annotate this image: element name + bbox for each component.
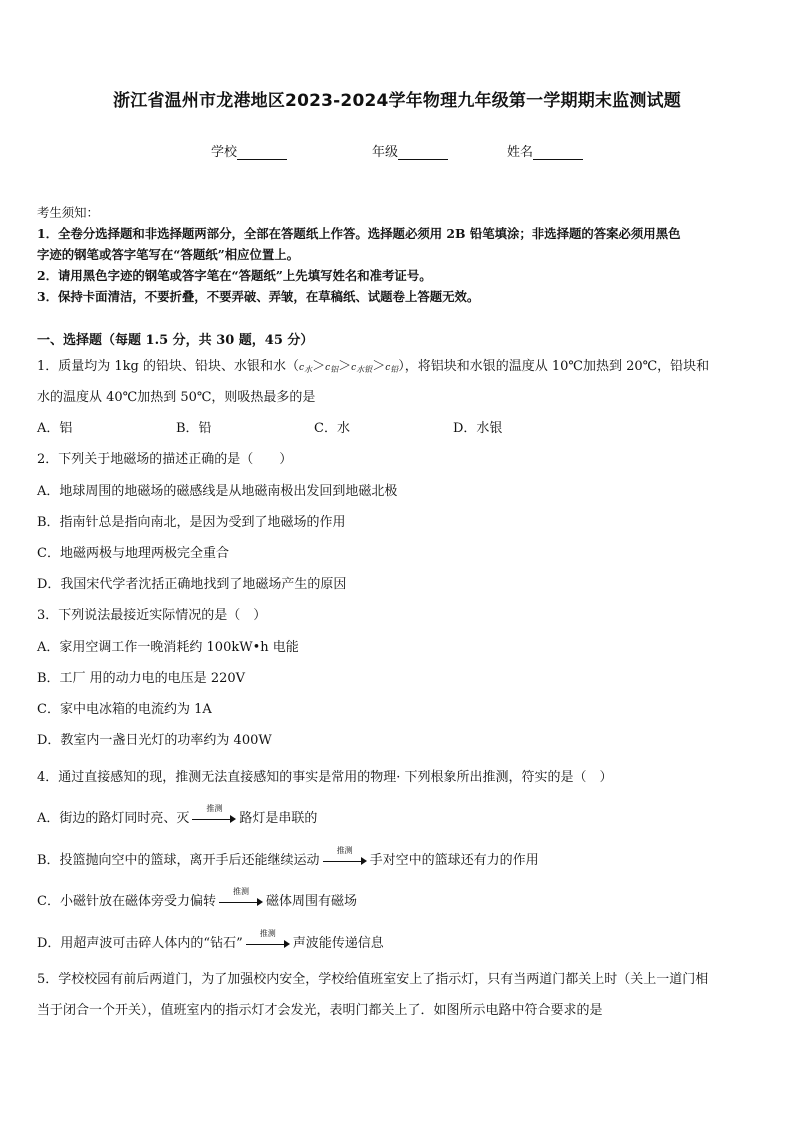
q3-option-a: A．家用空调工作一晚消耗约 100kW•h 电能: [37, 640, 299, 655]
name-blank: [533, 147, 583, 160]
gt-3: ＞: [372, 359, 386, 374]
arrow-label: 推测: [259, 929, 276, 938]
q4-option-b: [37, 846, 758, 868]
q4-stem: 4．通过直接感知的现，推测无法直接感知的事实是常用的物理· 下列根象所出推测，符实的是（ ）: [37, 770, 613, 785]
arrow-label: 推测: [206, 804, 223, 813]
q2-stem: 2．下列关于地磁场的描述正确的是（ ）: [37, 452, 293, 467]
q4-c-premise: C．小磁针放在磁体旁受力偏转: [37, 894, 216, 909]
gt-2: ＞: [338, 359, 352, 374]
q3-option-d: D．教室内一盏日光灯的功率约为 400W: [37, 733, 272, 748]
school-field: [211, 141, 287, 160]
c-lead-2: c: [385, 363, 391, 373]
grade-blank: [398, 147, 448, 160]
q4-c-conclusion: 磁体周围有磁场: [265, 894, 357, 909]
q1-line-2: 水的温度从 40℃加热到 50℃，则吸热最多的是: [37, 390, 316, 405]
arrow-label: 推测: [336, 846, 353, 855]
sub-lead-2: 铅: [390, 365, 399, 374]
inference-arrow-icon: [192, 804, 236, 824]
section-heading: 一、选择题（每题 1.5 分，共 30 题，45 分）: [37, 333, 314, 348]
c-water: c: [299, 363, 305, 373]
name-label: 姓名: [507, 145, 534, 160]
inference-arrow-icon: [246, 929, 290, 949]
q1-text-a: 1．质量均为 1kg 的铅块、铅块、水银和水（: [37, 359, 300, 374]
q3-stem: 3．下列说法最接近实际情况的是（ ）: [37, 608, 267, 623]
c-lead-1: c: [325, 363, 331, 373]
notice-heading: 考生须知：: [37, 205, 99, 220]
grade-label: 年级: [372, 145, 399, 160]
q4-option-a: [37, 804, 758, 826]
inference-arrow-icon: [219, 887, 263, 907]
q4-b-conclusion: 手对空中的篮球还有力的作用: [369, 853, 539, 868]
q2-option-c: C．地磁两极与地理两极完全重合: [37, 546, 229, 561]
notice-line-2: 字迹的钢笔或答字笔写在“答题纸”相应位置上。: [37, 247, 300, 262]
q4-option-c: [37, 887, 758, 909]
name-field: [507, 141, 583, 160]
q4-b-premise: B．投篮抛向空中的篮球，离开手后还能继续运动: [37, 853, 320, 868]
q4-a-premise: A．街边的路灯同时亮、灭: [37, 811, 190, 826]
inference-arrow-icon: [323, 846, 367, 866]
q5-line-2: 当于闭合一个开关），值班室内的指示灯才会发光，表明门都关上了．如图所示电路中符合要求的是: [37, 1003, 603, 1018]
q4-a-conclusion: 路灯是串联的: [239, 811, 318, 826]
q5-line-1: 5．学校校园有前后两道门，为了加强校内安全，学校给值班室安上了指示灯，只有当两道门都关上时（关上一道门相: [37, 972, 709, 987]
school-label: 学校: [211, 145, 238, 160]
q2-option-d: D．我国宋代学者沈括正确地找到了地磁场产生的原因: [37, 577, 347, 592]
q1-option-c: C．水: [314, 421, 350, 436]
notice-line-3: 2．请用黑色字迹的钢笔或答字笔在“答题纸”上先填写姓名和准考证号。: [37, 268, 432, 283]
arrow-label: 推测: [232, 887, 249, 896]
q2-option-a: A．地球周围的地磁场的磁感线是从地磁南极出发回到地磁北极: [37, 484, 398, 499]
q1-option-b: B．铅: [176, 421, 212, 436]
q1-option-d: D．水银: [453, 421, 503, 436]
q4-option-d: [37, 929, 758, 951]
q1-text-b: ），将铝块和水银的温度从 10℃加热到 20℃，铅块和: [398, 359, 710, 374]
exam-title: 浙江省温州市龙港地区2023-2024学年物理九年级第一学期期末监测试题: [113, 91, 681, 111]
notice-line-4: 3．保持卡面清洁，不要折叠，不要弄破、弄皱，在草稿纸、试题卷上答题无效。: [37, 289, 480, 304]
q3-option-b: B．工厂 用的动力电的电压是 220V: [37, 671, 246, 686]
grade-field: [372, 141, 448, 160]
q1-option-a: A．铝: [37, 421, 73, 436]
school-blank: [237, 147, 287, 160]
gt-1: ＞: [312, 359, 326, 374]
sub-mercury: 水银: [356, 365, 373, 374]
q4-d-premise: D．用超声波可击碎人体内的“钻石”: [37, 936, 243, 951]
q1-line-1: [37, 355, 758, 375]
c-mercury: c: [351, 363, 357, 373]
sub-lead-1: 铝: [330, 365, 339, 374]
notice-line-1: 1．全卷分选择题和非选择题两部分，全部在答题纸上作答。选择题必须用 2B 铅笔填涂；非选择题的答案必须用黑色: [37, 226, 681, 241]
sub-water: 水: [304, 365, 313, 374]
q2-option-b: B．指南针总是指向南北，是因为受到了地磁场的作用: [37, 515, 346, 530]
q3-option-c: C．家中电冰箱的电流约为 1A: [37, 702, 212, 717]
q4-d-conclusion: 声波能传递信息: [292, 936, 384, 951]
